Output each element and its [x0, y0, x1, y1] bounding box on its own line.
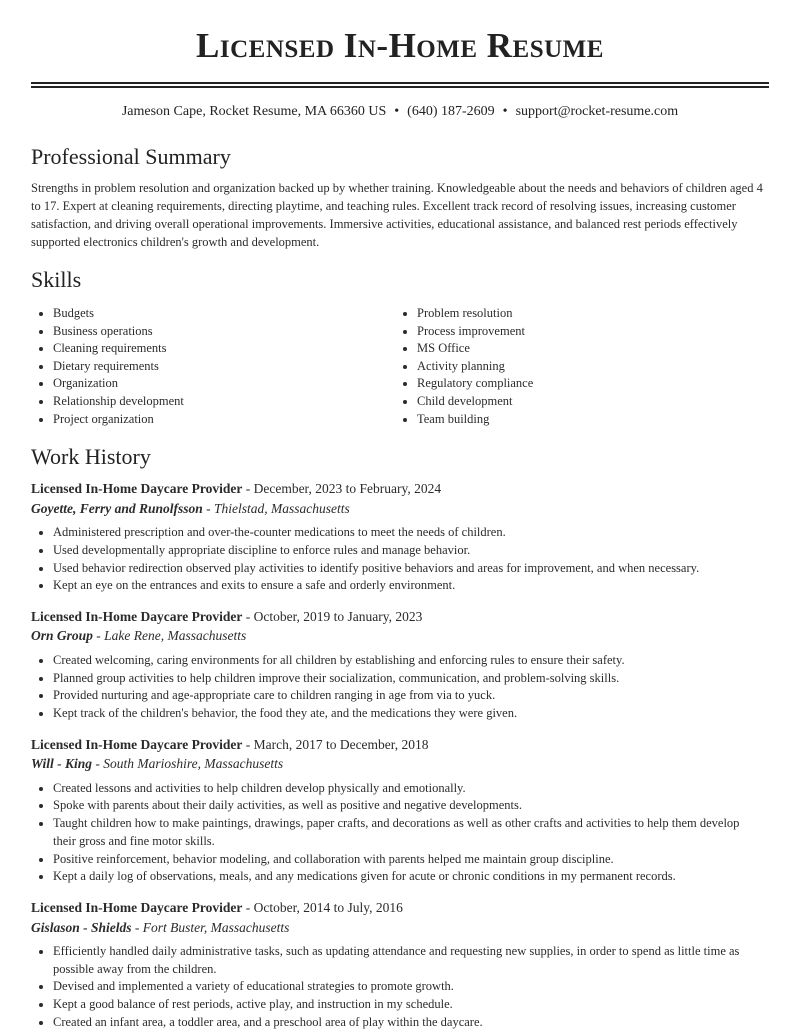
- company-name: Gislason - Shields: [31, 919, 132, 935]
- contact-line: [0, 104, 800, 120]
- skill-item: • Dietary requirements: [53, 358, 395, 376]
- job-entry: [31, 735, 769, 886]
- job-title: Licensed In-Home Daycare Provider: [31, 608, 243, 624]
- duty-item: • Devised and implemented a variety of educational strategies to promote growth.: [53, 978, 769, 996]
- skill-item: • Project organization: [53, 411, 395, 429]
- skill-item: • Budgets: [53, 305, 395, 323]
- duty-item: • Used developmentally appropriate discipline to enforce rules and manage behavior.: [53, 542, 769, 560]
- skill-item: • Problem resolution: [417, 305, 759, 323]
- job-dates: - March, 2017 to December, 2018: [242, 736, 429, 752]
- job-entry: [31, 898, 769, 1032]
- duty-item: • Created lessons and activities to help children develop physically and emotionally.: [53, 780, 769, 798]
- duty-item: • Kept an eye on the entrances and exits to ensure a safe and orderly environment.: [53, 577, 769, 595]
- title-divider-bottom: [31, 86, 769, 88]
- job-title-line: [31, 735, 769, 755]
- summary-heading: Professional Summary: [31, 144, 231, 169]
- skill-item: • Child development: [417, 393, 759, 411]
- duty-item: • Created an infant area, a toddler area, and a preschool area of play within the daycare.: [53, 1014, 769, 1032]
- job-duties: [31, 524, 769, 595]
- job-dates: - October, 2019 to January, 2023: [242, 608, 423, 624]
- company-location: - Lake Rene, Massachusetts: [92, 628, 247, 644]
- job-title-line: [31, 479, 769, 499]
- skill-item: • Organization: [53, 375, 395, 393]
- job-title: Licensed In-Home Daycare Provider: [31, 900, 243, 915]
- skill-item: • Team building: [417, 411, 759, 429]
- resume-content: [31, 140, 769, 1032]
- skill-item: • Relationship development: [53, 393, 395, 411]
- skill-item: • Business operations: [53, 323, 395, 341]
- skill-item: • Activity planning: [417, 358, 759, 376]
- job-title: Licensed In-Home Daycare Provider: [31, 481, 243, 497]
- work-history-heading: Work History: [31, 444, 151, 470]
- skill-item: • Cleaning requirements: [53, 340, 395, 358]
- contact-separator: •: [394, 104, 400, 119]
- duty-item: • Spoke with parents about their daily activities, as well as positive and negative developments.: [53, 797, 769, 815]
- job-title: Licensed In-Home Daycare Provider: [31, 736, 243, 752]
- title-divider-top: [31, 82, 769, 84]
- skills-list-right: [395, 305, 759, 428]
- company-line: [31, 918, 769, 938]
- company-name: Goyette, Ferry and Runolfsson: [31, 500, 203, 516]
- contact-address: Jameson Cape, Rocket Resume, MA 66360 US: [121, 104, 387, 119]
- resume-title: Licensed In-Home Resume: [196, 26, 604, 65]
- contact-email: support@rocket-resume.com: [515, 104, 679, 119]
- company-location: - Fort Buster, Massachusetts: [131, 919, 290, 935]
- skill-item: • MS Office: [417, 340, 759, 358]
- duty-item: • Kept a good balance of rest periods, active play, and instruction in my schedule.: [53, 996, 769, 1014]
- company-line: [31, 499, 769, 519]
- summary-text: Strengths in problem resolution and organization backed up by whether training. Knowledgeable about the needs and behaviors of children aged 4 to 17. Expert at cleaning requirements, directing playtime, and teaching rules. Excellent track record of resolving issues, increasing customer satisfaction, and driving overall operational improvements. Immersive activities, educational assistance, and balanced rest periods effectively supported electronics children's growth and development.: [31, 181, 763, 249]
- contact-separator: •: [502, 104, 508, 119]
- job-duties: [31, 780, 769, 886]
- job-title-line: [31, 607, 769, 627]
- job-entry: [31, 607, 769, 723]
- job-dates: - October, 2014 to July, 2016: [242, 900, 403, 915]
- duty-item: • Used behavior redirection observed play activities to identify positive behaviors and areas for improvement, and when necessary.: [53, 560, 769, 578]
- skill-item: • Process improvement: [417, 323, 759, 341]
- work-history-section: [31, 440, 769, 1031]
- skill-item: • Regulatory compliance: [417, 375, 759, 393]
- company-location: - Thielstad, Massachusetts: [202, 500, 350, 516]
- summary-section: [31, 140, 769, 251]
- job-duties: [31, 652, 769, 723]
- company-location: - South Marioshire, Massachusetts: [92, 756, 284, 772]
- company-line: [31, 626, 769, 646]
- duty-item: • Positive reinforcement, behavior modeling, and collaboration with parents helped me maintain group discipline.: [53, 851, 769, 869]
- duty-item: • Planned group activities to help children improve their socialization, communication, and problem-solving skills.: [53, 670, 769, 688]
- duty-item: • Efficiently handled daily administrative tasks, such as updating attendance and requesting new supplies, in order to spend as little time as possible away from the children.: [53, 943, 769, 978]
- skills-list-left: [31, 305, 395, 428]
- duty-item: • Kept track of the children's behavior, the food they ate, and the medications they were given.: [53, 705, 769, 723]
- skills-section: [31, 263, 769, 428]
- contact-phone: (640) 187-2609: [407, 104, 495, 119]
- company-name: Will - King: [31, 756, 93, 772]
- job-title-line: [31, 898, 769, 918]
- duty-item: • Taught children how to make paintings, drawings, paper crafts, and decorations as well as other crafts and activities to help them develop their gross and fine motor skills.: [53, 815, 769, 850]
- job-dates: - December, 2023 to February, 2024: [242, 481, 442, 497]
- company-line: [31, 754, 769, 774]
- duty-item: • Administered prescription and over-the-counter medications to meet the needs of children.: [53, 524, 769, 542]
- duty-item: • Provided nurturing and age-appropriate care to children ranging in age from via to yuck.: [53, 687, 769, 705]
- skills-heading: Skills: [31, 267, 82, 292]
- duty-item: • Created welcoming, caring environments for all children by establishing and enforcing rules to ensure their safety.: [53, 652, 769, 670]
- skills-columns: [31, 305, 769, 428]
- job-entry: [31, 479, 769, 595]
- company-name: Orn Group: [31, 628, 93, 644]
- job-duties: [31, 943, 769, 1032]
- duty-item: • Kept a daily log of observations, meals, and any medications given for acute or chronic conditions in my permanent records.: [53, 868, 769, 886]
